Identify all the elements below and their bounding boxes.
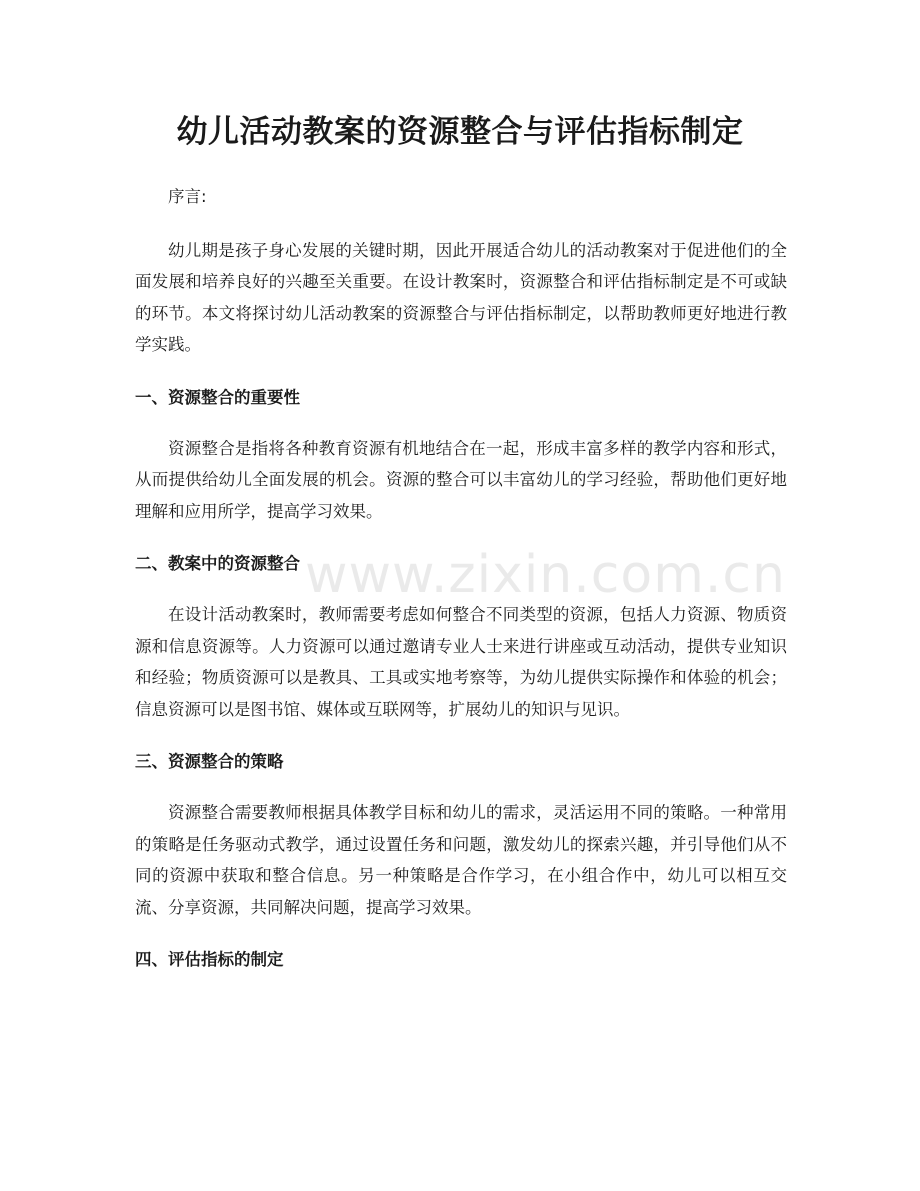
section-heading-1: 一、资源整合的重要性 [135,387,300,407]
preface-label: 序言: [168,187,207,206]
section-body-1: 资源整合是指将各种教育资源有机地结合在一起，形成丰富多样的教学内容和形式，从而提供给幼儿全面发展的机会。资源的整合可以丰富幼儿的学习经验，帮助他们更好地理解和应用所学，提高学习效果。 [135,438,787,521]
document-body [135,181,787,976]
section-heading-3: 三、资源整合的策略 [135,752,284,772]
section-heading-4: 四、评估指标的制定 [135,950,284,970]
section-body-2: 在设计活动教案时，教师需要考虑如何整合不同类型的资源，包括人力资源、物质资源和信息资源等。人力资源可以通过邀请专业人士来进行讲座或互动活动，提供专业知识和经验；物质资源可以是教具、工具或实地考察等，为幼儿提供实际操作和体验的机会；信息资源可以是图书馆、媒体或互联网等，扩展幼儿的知识与见识。 [135,604,787,719]
section-body-3: 资源整合需要教师根据具体教学目标和幼儿的需求，灵活运用不同的策略。一种常用的策略是任务驱动式教学，通过设置任务和问题，激发幼儿的探索兴趣，并引导他们从不同的资源中获取和整合信息。另一种策略是合作学习，在小组合作中，幼儿可以相互交流、分享资源，共同解决问题，提高学习效果。 [135,802,787,917]
intro-paragraph: 幼儿期是孩子身心发展的关键时期，因此开展适合幼儿的活动教案对于促进他们的全面发展和培养良好的兴趣至关重要。在设计教案时，资源整合和评估指标制定是不可或缺的环节。本文将探讨幼儿活动教案的资源整合与评估指标制定，以帮助教师更好地进行教学实践。 [135,240,787,355]
watermark: www.zixin.com.cn [305,545,786,605]
page-title: 幼儿活动教案的资源整合与评估指标制定 [176,114,744,150]
section-heading-2: 二、教案中的资源整合 [135,554,300,574]
